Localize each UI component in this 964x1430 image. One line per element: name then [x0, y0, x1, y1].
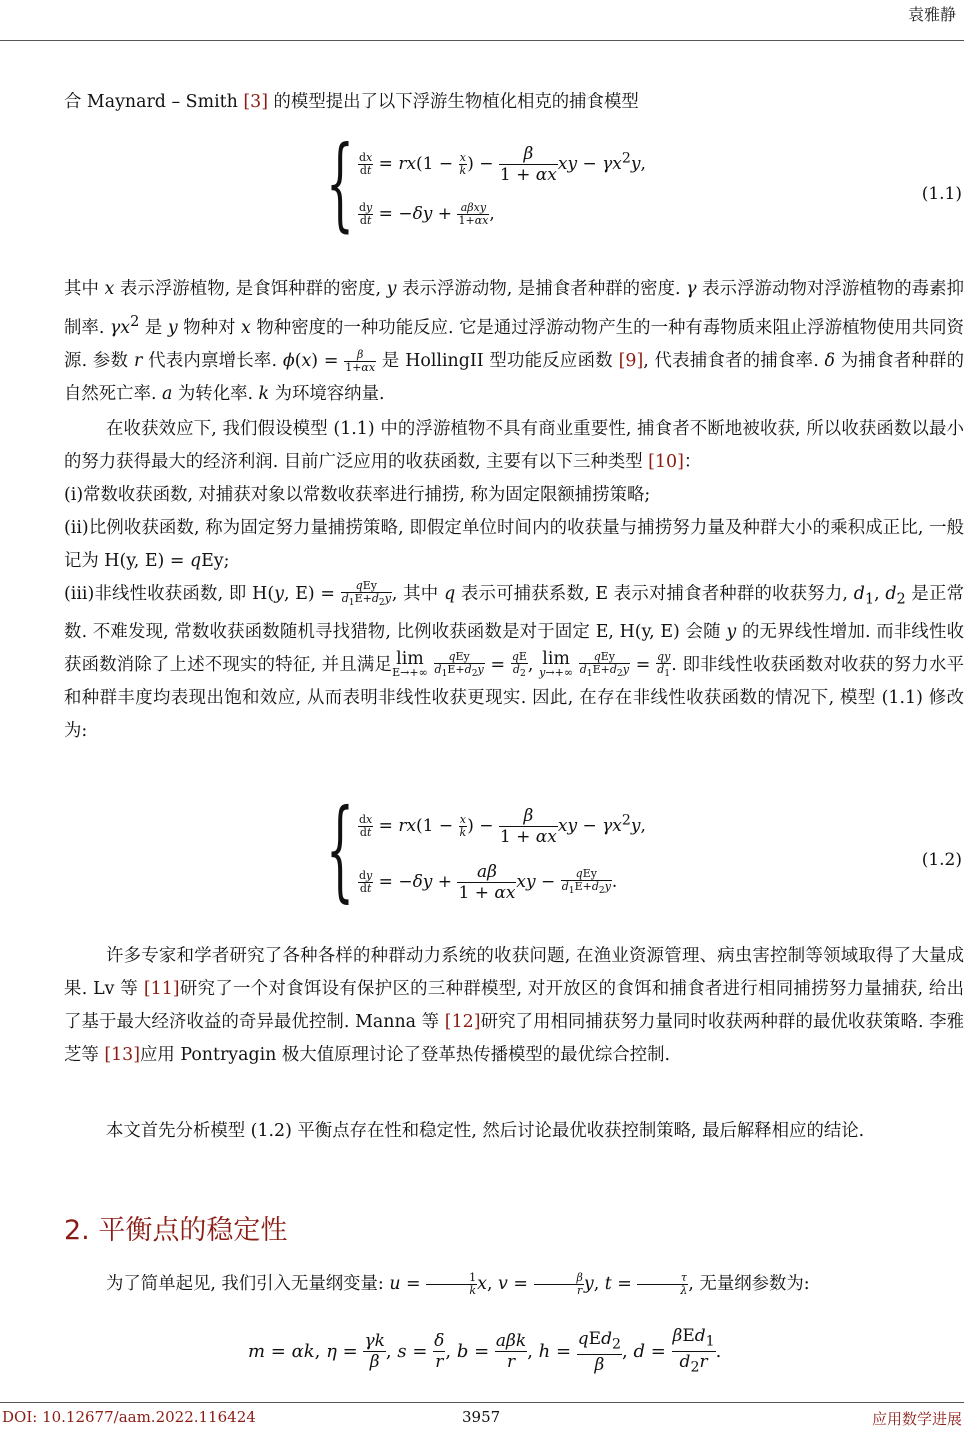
text: , 其中: [391, 584, 445, 604]
citation-link[interactable]: [13]: [104, 1045, 141, 1065]
text: (ii)比例收获函数, 称为固定努力量捕捞策略, 即假定单位时间内的收获量与捕捞努力量及种群大小的乘积成正比, 一般记为 H(y, E) =: [64, 518, 964, 571]
equation-line: $\frac{dy}{dt}$ = −δy + $\frac{a\beta}{1 + \alpha x}$ xy − $\frac{\text{qEy}}{d_1E+d_2y}$ .: [359, 862, 618, 903]
text: 表示浮游植物, 是食饵种群的密度,: [114, 279, 387, 299]
text: 是: [139, 317, 168, 338]
equation-number: (1.2): [921, 850, 962, 870]
text: 为捕食者种群的自然死亡率.: [64, 350, 964, 404]
text: 是 HollingII 型功能反应函数: [376, 350, 619, 371]
text: , 代表捕食者的捕食率.: [643, 350, 825, 371]
paragraph-literature: [64, 940, 964, 1072]
text: 是正常数. 不难发现, 常数收获函数随机寻找猎物, 比例收获函数是对于固定 E, H(y, E) 会随: [64, 584, 964, 643]
citation-link[interactable]: [12]: [444, 1012, 481, 1032]
text: 为环境容纳量.: [269, 383, 385, 404]
paragraph-nondimensional: 为了简单起见, 我们引入无量纲变量: u = $\frac{1}{k}$ x, v = $\frac{\beta}{r}$ y, t = $\frac{\tau}{\lambda}$ , 无量纲参数为:: [106, 1271, 810, 1297]
text: 许多专家和学者研究了各种各样的种群动力系统的收获问题, 在渔业资源管理、病虫害控制等领域取得了大量成果. Lv 等: [64, 946, 964, 999]
text: 表示浮游动物, 是捕食者种群的密度.: [396, 279, 687, 299]
text: 研究了一个对食饵设有保护区的三种群模型, 对开放区的食饵和捕食者进行相同捕捞努力量捕获, 给出了基于最大经济收益的奇异最优控制. Manna 等: [64, 979, 964, 1032]
text: 的无界线性增加. 而非线性收获函数消除了上述不现实的特征, 并且满足: [64, 622, 964, 676]
header-divider: [0, 40, 964, 41]
left-brace: {: [326, 126, 354, 244]
text: 代表内禀增长率.: [142, 350, 283, 371]
text: 合 Maynard – Smith: [64, 92, 244, 112]
equation-1-2: [0, 787, 964, 922]
paragraph-intro: [64, 86, 964, 119]
text: . 即非线性收获函数对收获的努力水平和种群丰度均表现出饱和效应, 从而表明非线性收获更现实. 因此, 在存在非线性收获函数的情况下, 模型 (1.1) 修改为:: [64, 655, 964, 742]
citation-link[interactable]: [11]: [143, 979, 180, 999]
left-brace: {: [326, 787, 354, 915]
running-header-author: 袁雅静: [907, 5, 956, 24]
text: 的模型提出了以下浮游生物植化相克的捕食模型: [268, 92, 639, 112]
text: ,: [874, 584, 886, 604]
paragraph-outline: [64, 1115, 964, 1148]
text: (iii)非线性收获函数, 即 H(: [64, 584, 275, 604]
text: , 无量纲参数为:: [688, 1274, 810, 1294]
equation-line: $\frac{dy}{dt}$ = −δy + $\frac{\text{aβxy}}{1+\alpha x}$ ,: [359, 201, 495, 227]
section-heading: 2. 平衡点的稳定性: [64, 1215, 288, 1246]
equation-parameters: m = αk, η = $\frac{\gamma k}{\beta}$ , s = $\frac{\delta}{r}$ , b = $\frac{\text{aβk}}{r}$ , h = $\frac{qEd_2}{\beta}$ , d = $\frac{\beta Ed_1}{d_2r}$ .: [248, 1326, 722, 1376]
text: , E) =: [283, 584, 341, 604]
list-item: (ii)比例收获函数, 称为固定努力量捕捞策略, 即假定单位时间内的收获量与捕捞努力量及种群大小的乘积成正比, 一般记为 H(y, E) = qEy;: [64, 518, 964, 571]
text: 表示可捕获系数, E 表示对捕食者种群的收获努力,: [455, 584, 854, 604]
equation-line: $\frac{dx}{dt}$ = rx(1 − $\frac{x}{k}$ ) − $\frac{\beta}{1 + \alpha x}$ xy − $\gamma x^2y$,: [359, 144, 646, 185]
text: 在收获效应下, 我们假设模型 (1.1) 中的浮游植物不具有商业重要性, 捕食者不断地被收获, 所以收获函数以最小的努力获得最大的经济利润. 目前广泛应用的收获函数, 主要有以下三种类型: [64, 419, 964, 472]
citation-link[interactable]: [10]: [648, 452, 684, 472]
text: ：: [683, 452, 702, 472]
text: 为转化率.: [172, 383, 259, 404]
list-item: (iii)非线性收获函数, 即 H(y, E) = $\frac{\text{qEy}}{d_1E+d_2y}$ , 其中 q 表示可捕获系数, E 表示对捕食者种群的收获努力, $d_1$, $d_2$ 是正常数. 不难发现, 常数收获函数随机寻找猎物, 比例收获函数是对于固定 E, H(y, E) 会随 y 的无界线性增加. 而非线性收获函数消除了上述不现实的特征, 并且满足 lim E→+∞ $\frac{\text{qEy}}{d_1E+d_2y}$ = $\frac{qE}{d_2}$ , lim y→+∞ $\frac{\text{qEy}}{d_1E+d_2y}$ = $\frac{qy}{d_1}$ . 即非线性收获函数对收获的努力水平和种群丰度均表现出饱和效应, 从而表明非线性收获更现实. 因此, 在存在非线性收获函数的情况下, 模型 (1.1) 修改为:: [64, 578, 964, 742]
text: 为了简单起见, 我们引入无量纲变量:: [106, 1274, 390, 1294]
text: 物种对: [177, 317, 242, 338]
text: 应用 Pontryagin 极大值原理讨论了登革热传播模型的最优综合控制.: [140, 1045, 671, 1065]
journal-name[interactable]: 应用数学进展: [871, 1410, 962, 1428]
page-number: 3957: [462, 1408, 501, 1426]
paragraph-harvesting: [64, 413, 964, 748]
equation-1-1: [0, 126, 964, 250]
text: 表示浮游动物对浮游植物的毒素抑制率.: [64, 279, 964, 338]
text: 研究了用相同捕获努力量同时收获两种群的最优收获策略. 李雅芝等: [64, 1012, 964, 1065]
equation-line: $\frac{dx}{dt}$ = rx(1 − $\frac{x}{k}$ ) − $\frac{\beta}{1 + \alpha x}$ xy − $\gamma x^2y$,: [359, 806, 646, 847]
list-item: (i)常数收获函数, 对捕获对象以常数收获率进行捕捞, 称为固定限额捕捞策略;: [64, 485, 651, 505]
equation-number: (1.1): [921, 184, 962, 204]
doi-link[interactable]: DOI: 10.12677/aam.2022.116424: [2, 1408, 256, 1426]
paragraph-definitions: 其中 x 表示浮游植物, 是食饵种群的密度, y 表示浮游动物, 是捕食者种群的密度. γ 表示浮游动物对浮游植物的毒素抑制率. $\gamma x^2$ 是 y 物种对 x 物种密度的一种功能反应. 它是通过浮游动物产生的一种有毒物质来阻止浮游植物使用共同资源. 参数 r 代表内禀增长率. ϕ(x) = $\frac{\beta}{1+\alpha x}$ 是 HollingII 型功能反应函数 [9], 代表捕食者的捕食率. δ 为捕食者种群的自然死亡率. a 为转化率. k 为环境容纳量.: [64, 279, 964, 404]
citation-link[interactable]: [3]: [243, 92, 269, 112]
text: 本文首先分析模型 (1.2) 平衡点存在性和稳定性, 然后讨论最优收获控制策略, 最后解释相应的结论.: [106, 1121, 865, 1141]
text: Ey;: [201, 551, 230, 571]
citation-link[interactable]: [9]: [618, 350, 644, 371]
text: 物种密度的一种功能反应. 它是通过浮游动物产生的一种有毒物质来阻止浮游植物使用共同资源. 参数: [64, 317, 964, 371]
text: 其中: [64, 279, 105, 299]
footer-divider: [0, 1402, 964, 1403]
